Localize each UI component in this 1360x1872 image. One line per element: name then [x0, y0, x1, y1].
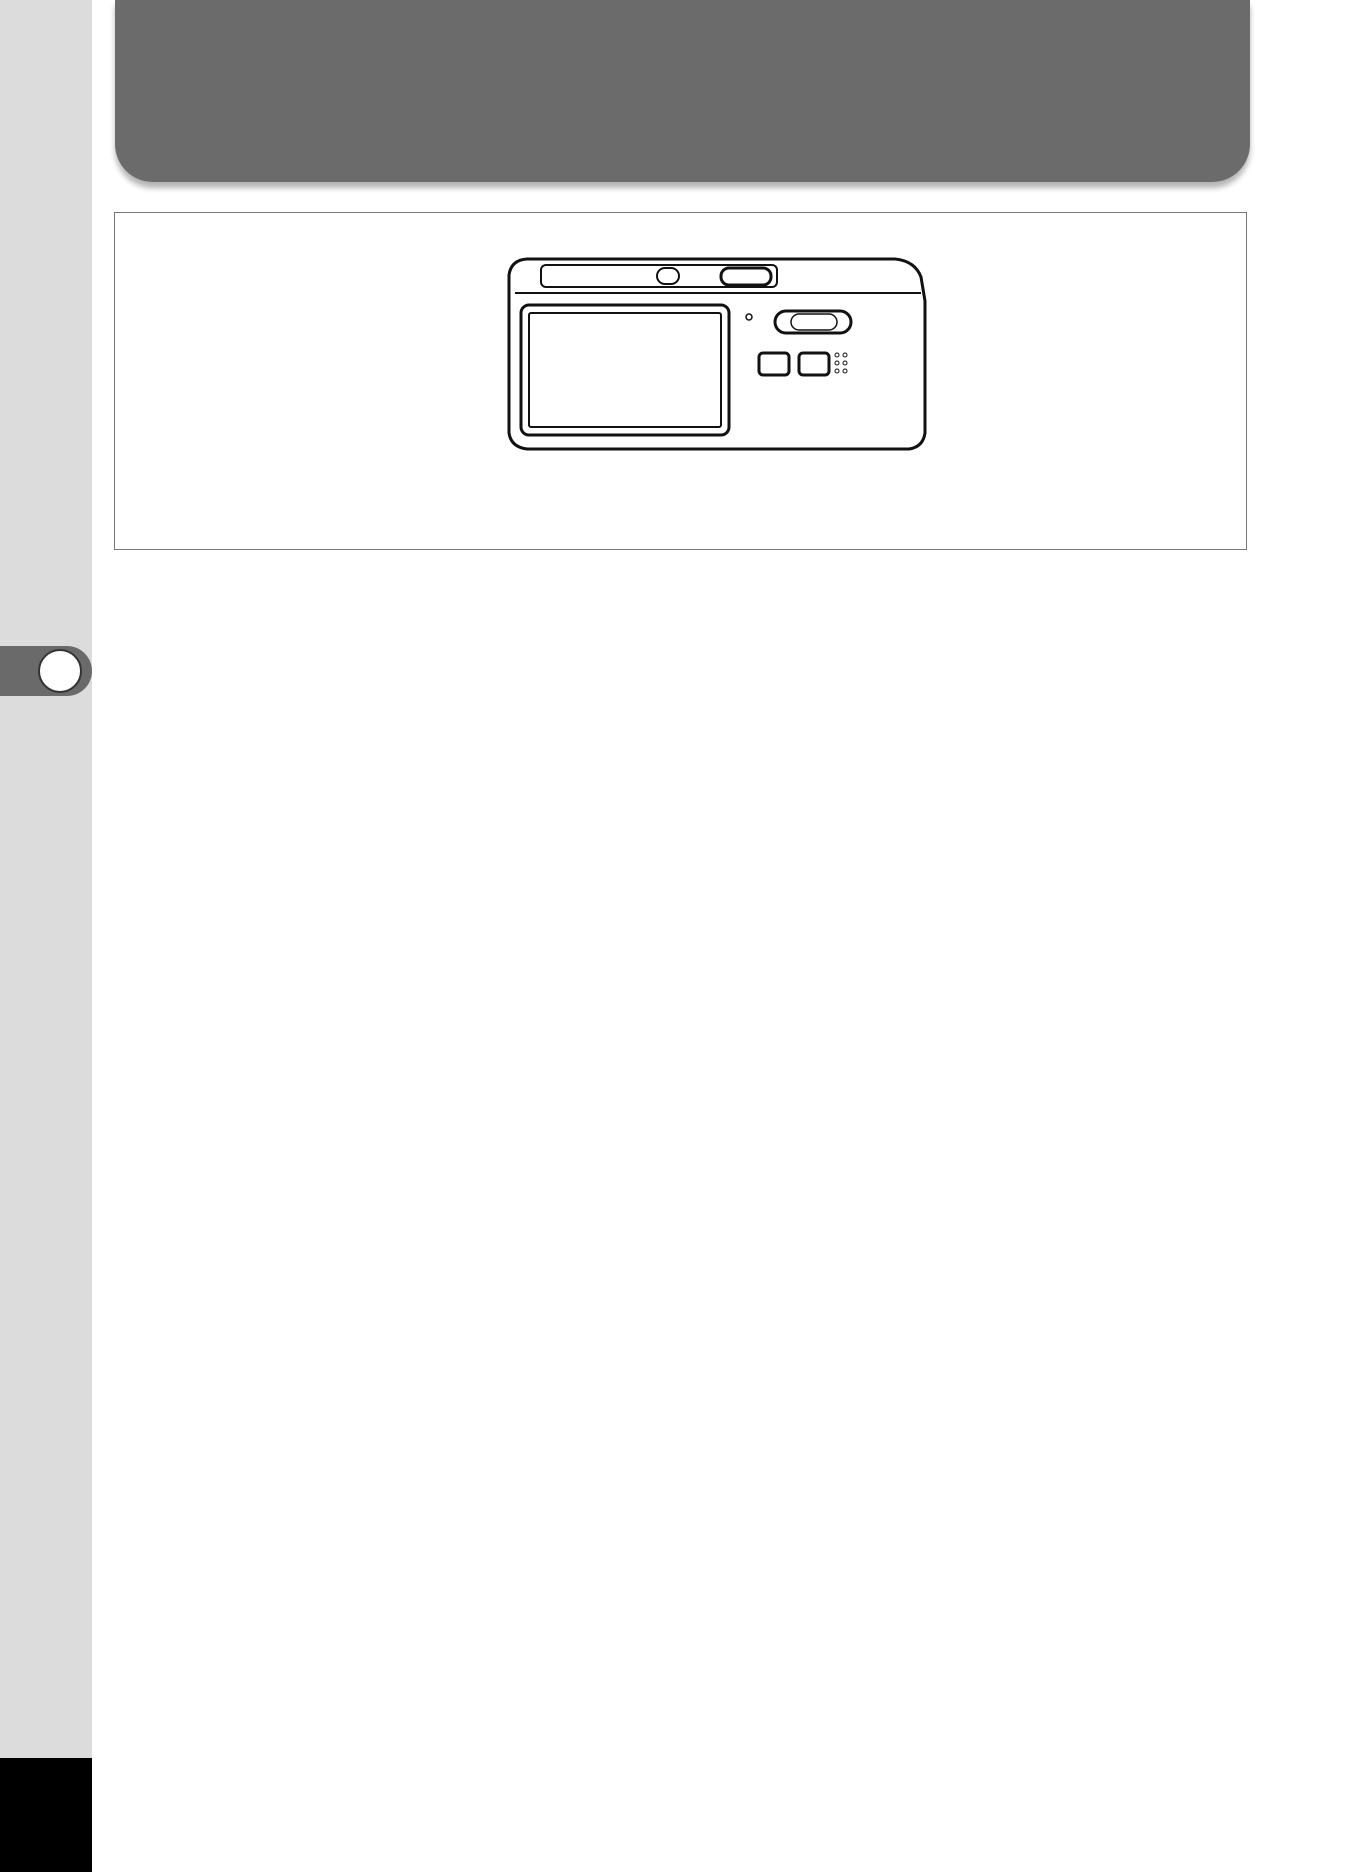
title-banner [115, 0, 1250, 182]
page-number-box [0, 1758, 92, 1872]
chapter-title [44, 720, 84, 1000]
chapter-number [38, 649, 82, 693]
camera-diagram [114, 212, 1247, 550]
camera-illustration [115, 213, 1245, 548]
shutter-button [721, 268, 771, 285]
